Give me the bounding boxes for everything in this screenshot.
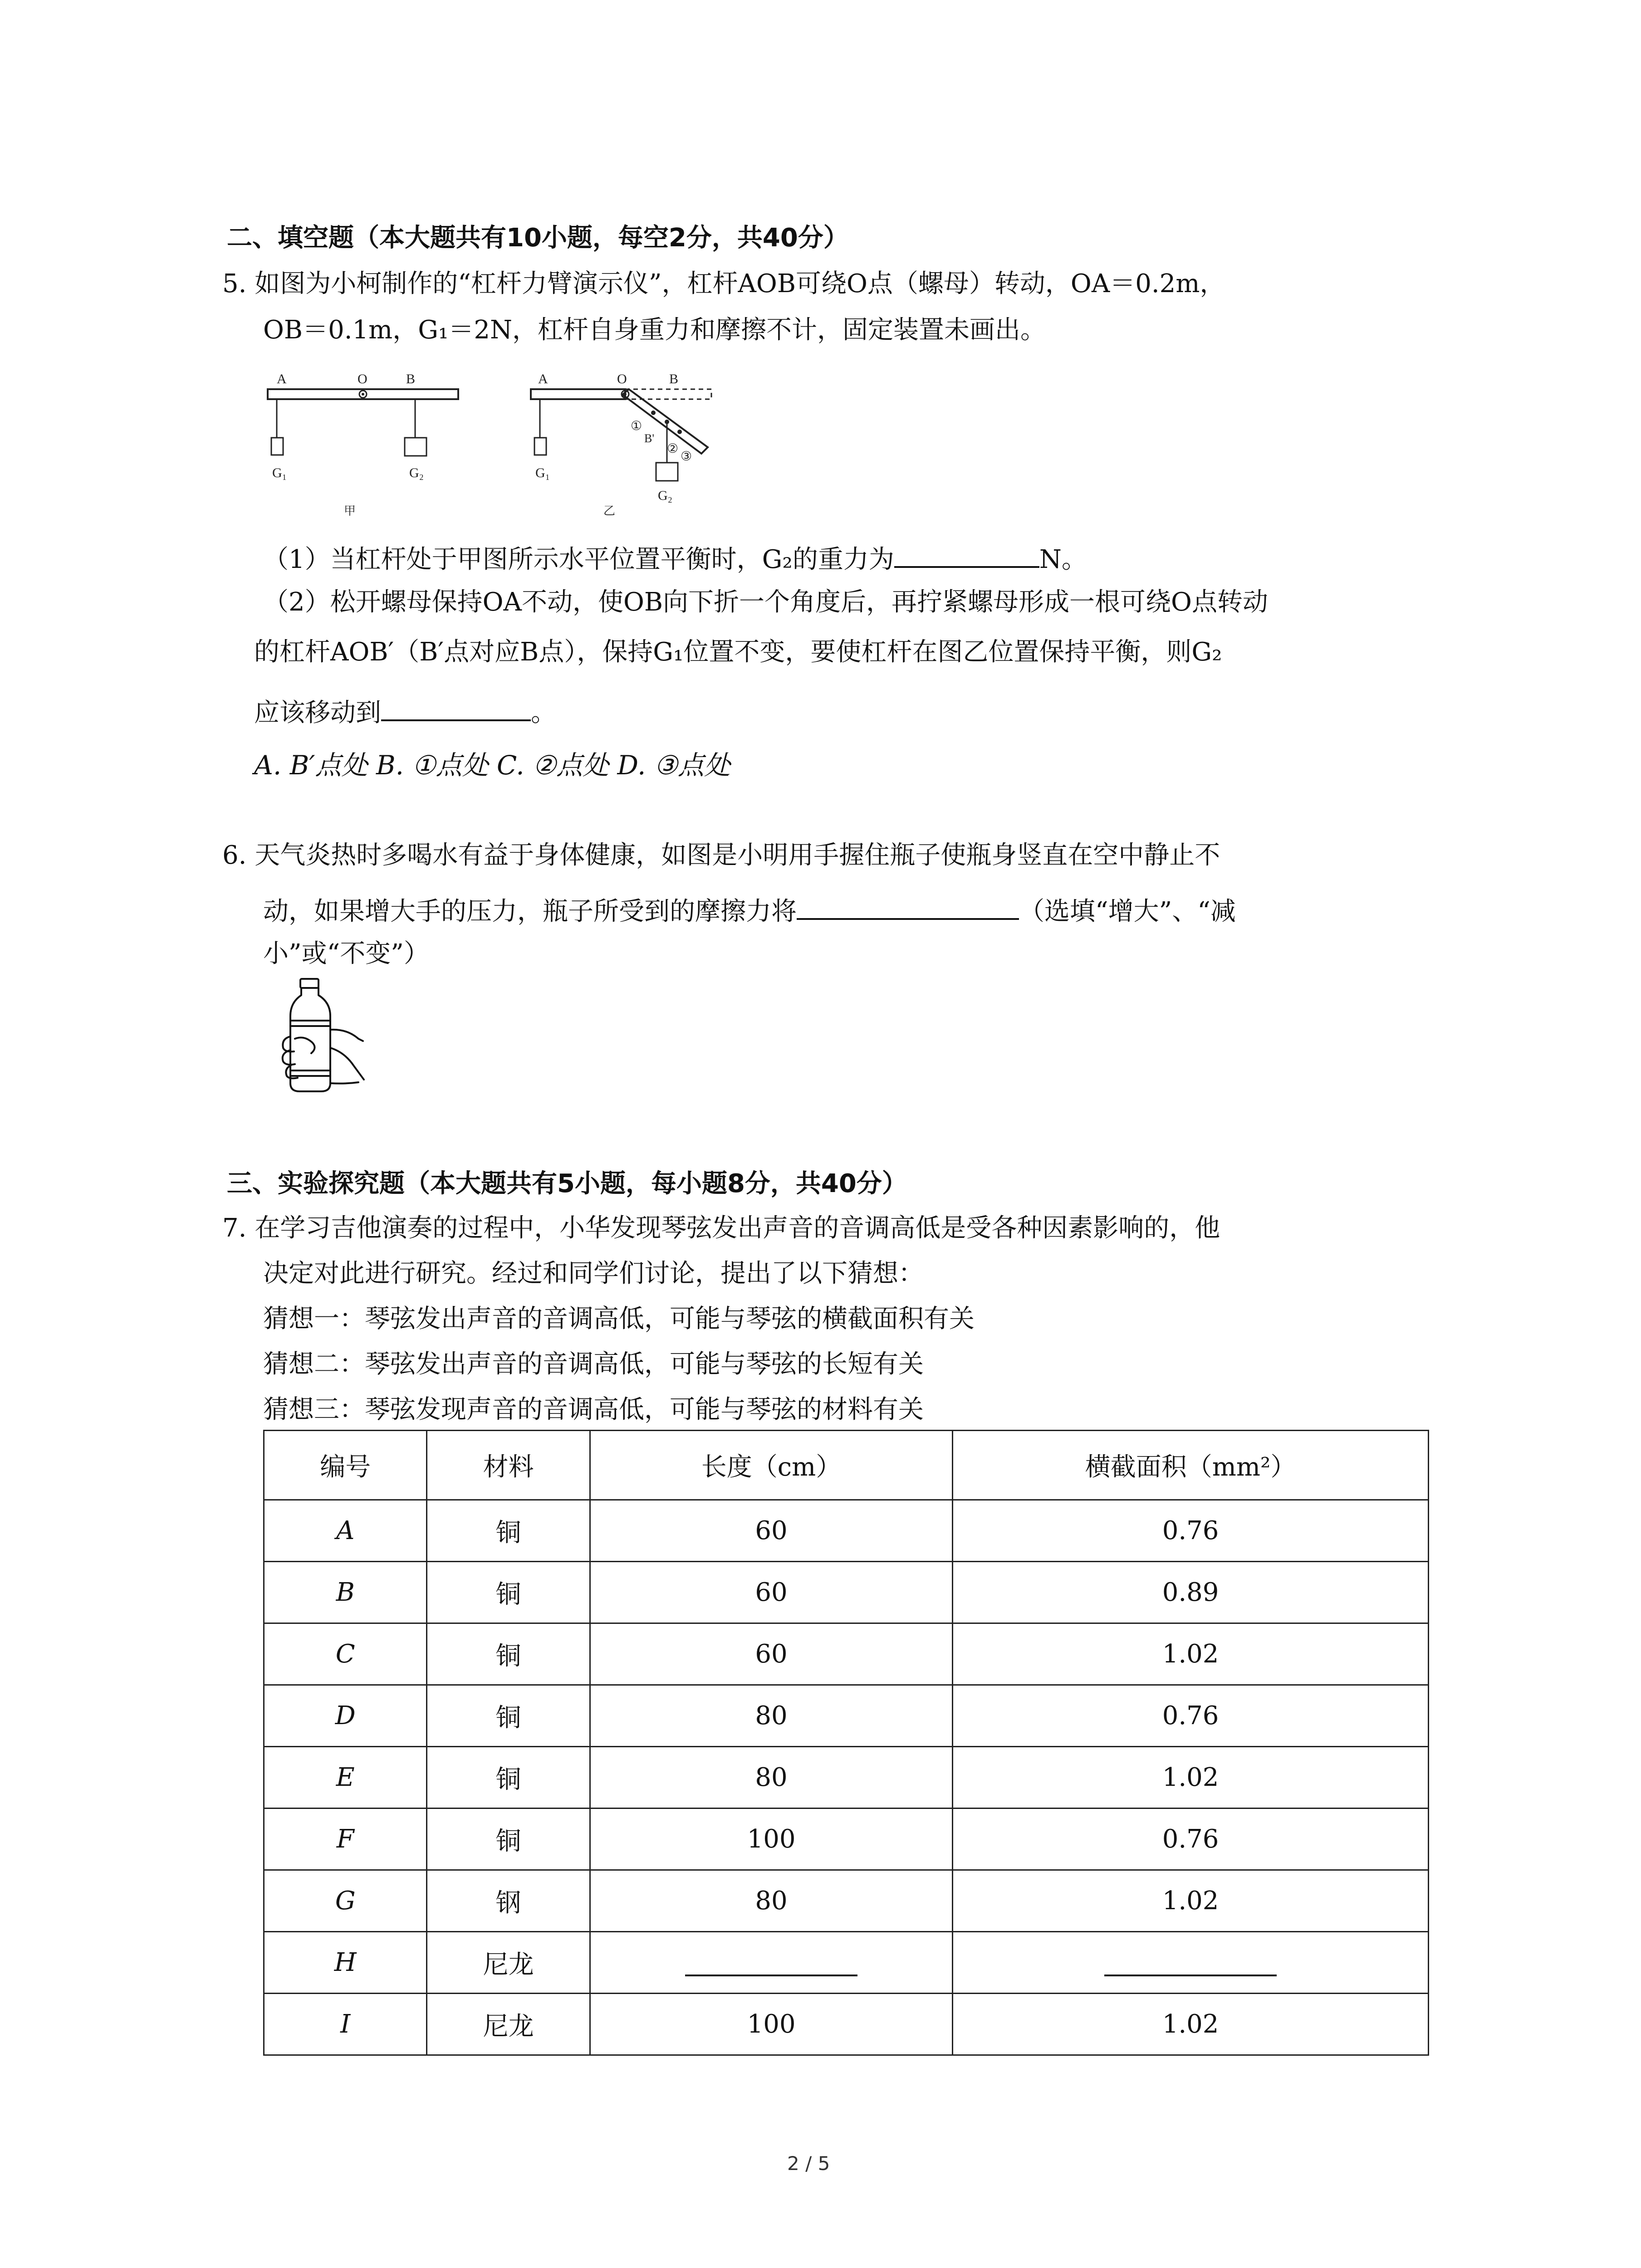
header-cell: 横截面积（mm²） xyxy=(953,1431,1429,1500)
label-o-jia: O xyxy=(358,371,367,386)
material-cell: 铜 xyxy=(427,1809,590,1870)
id-cell: H xyxy=(264,1932,427,1994)
id-cell: B xyxy=(264,1562,427,1623)
section-3-title: 三、实验探究题（本大题共有5小题，每小题8分，共40分） xyxy=(227,1169,907,1198)
q6-line2-suffix: （选填“增大”、“减 xyxy=(1019,897,1236,926)
q5-sub2-blank[interactable] xyxy=(381,694,531,721)
weight-g1-jia xyxy=(271,438,283,455)
lever-dashed-yi xyxy=(625,389,711,399)
q5-sub1-suffix: N。 xyxy=(1039,545,1087,574)
area-cell: 1.02 xyxy=(953,1870,1429,1932)
area-cell: 1.02 xyxy=(953,1747,1429,1809)
section-2-title: 二、填空题（本大题共有10小题，每空2分，共40分） xyxy=(227,223,849,253)
length-cell: 100 xyxy=(590,1809,952,1870)
q5-sub2-line2: 的杠杆AOB′（B′点对应B点），保持G₁位置不变，要使杠杆在图乙位置保持平衡，则G₂ xyxy=(254,637,1222,667)
length-cell: 80 xyxy=(590,1685,952,1747)
q6-line3: 小”或“不变”） xyxy=(263,939,429,968)
weight-g1-yi xyxy=(534,438,546,455)
table-row xyxy=(264,1870,1429,1932)
q5-sub1-blank[interactable] xyxy=(894,541,1039,568)
weight-g2-jia xyxy=(405,438,426,456)
material-cell: 钢 xyxy=(427,1870,590,1932)
table-row xyxy=(264,1747,1429,1809)
q5-options: A. B′点处 B. ①点处 C. ②点处 D. ③点处 xyxy=(254,750,730,781)
material-cell: 铜 xyxy=(427,1747,590,1809)
id-cell: E xyxy=(264,1747,427,1809)
q5-sub2-line1: （2）松开螺母保持OA不动，使OB向下折一个角度后，再拧紧螺母形成一根可绕O点转动 xyxy=(263,587,1268,617)
table-row xyxy=(264,1562,1429,1623)
id-cell: F xyxy=(264,1809,427,1870)
area-cell: 0.76 xyxy=(953,1685,1429,1747)
header-cell: 编号 xyxy=(264,1431,427,1500)
q6-line1: 6. 天气炎热时多喝水有益于身体健康，如图是小明用手握住瓶子使瓶身竖直在空中静止不 xyxy=(222,841,1220,870)
area-cell: 0.76 xyxy=(953,1809,1429,1870)
length-cell: 80 xyxy=(590,1747,952,1809)
length-cell: 60 xyxy=(590,1500,952,1562)
bottle-hand-image xyxy=(268,975,367,1098)
weight-g2-yi xyxy=(656,463,678,481)
header-cell: 材料 xyxy=(427,1431,590,1500)
label-b-yi: B xyxy=(669,371,679,386)
length-blank-cell[interactable] xyxy=(590,1932,952,1994)
material-cell: 尼龙 xyxy=(427,1994,590,2055)
label-jia: 甲 xyxy=(344,504,356,518)
label-b-jia: B xyxy=(406,371,416,386)
table-row xyxy=(264,1809,1429,1870)
q7-line1: 7. 在学习吉他演奏的过程中，小华发现琴弦发出声音的音调高低是受各种因素影响的，他 xyxy=(222,1213,1220,1243)
lever-figure xyxy=(254,358,744,522)
label-c3-yi: ③ xyxy=(681,450,692,464)
q7-guess3: 猜想三：琴弦发现声音的音调高低，可能与琴弦的材料有关 xyxy=(263,1395,924,1424)
page-number: 2 / 5 xyxy=(787,2152,830,2175)
q6-line2-prefix: 动，如果增大手的压力，瓶子所受到的摩擦力将 xyxy=(263,897,797,926)
area-cell: 1.02 xyxy=(953,1994,1429,2055)
id-cell: C xyxy=(264,1623,427,1685)
material-cell: 铜 xyxy=(427,1500,590,1562)
label-g1-jia: G₁ xyxy=(272,465,287,480)
q5-sub2-suffix: 。 xyxy=(531,698,556,728)
id-cell: A xyxy=(264,1500,427,1562)
id-cell: G xyxy=(264,1870,427,1932)
length-cell: 60 xyxy=(590,1623,952,1685)
header-cell: 长度（cm） xyxy=(590,1431,952,1500)
label-g2-jia: G₂ xyxy=(409,465,424,480)
q7-guess2: 猜想二：琴弦发出声音的音调高低，可能与琴弦的长短有关 xyxy=(263,1349,924,1379)
id-cell: I xyxy=(264,1994,427,2055)
table-row xyxy=(264,1685,1429,1747)
id-cell: D xyxy=(264,1685,427,1747)
label-a-yi: A xyxy=(538,371,548,386)
material-cell: 铜 xyxy=(427,1562,590,1623)
q7-guess1: 猜想一：琴弦发出声音的音调高低，可能与琴弦的横截面积有关 xyxy=(263,1304,975,1334)
q5-line2: OB＝0.1m，G₁＝2N，杠杆自身重力和摩擦不计，固定装置未画出。 xyxy=(263,315,1046,345)
q5-sub2-line3 xyxy=(254,694,556,726)
area-blank-cell[interactable] xyxy=(953,1932,1429,1994)
length-cell: 80 xyxy=(590,1870,952,1932)
label-g2-yi: G₂ xyxy=(658,488,673,503)
string-data-table xyxy=(263,1430,1429,2056)
q5-sub1 xyxy=(263,541,1087,572)
lever-oa-yi xyxy=(531,389,625,399)
q5-sub2-prefix: 应该移动到 xyxy=(254,698,381,728)
material-cell: 铜 xyxy=(427,1623,590,1685)
figure-yi xyxy=(531,371,711,518)
material-cell: 铜 xyxy=(427,1685,590,1747)
length-blank[interactable] xyxy=(685,1943,857,1976)
table-row xyxy=(264,1994,1429,2055)
area-blank[interactable] xyxy=(1104,1943,1277,1976)
label-c1-yi: ① xyxy=(631,419,642,433)
table-row xyxy=(264,1623,1429,1685)
area-cell: 0.76 xyxy=(953,1500,1429,1562)
table-header-row xyxy=(264,1431,1429,1500)
q6-blank[interactable] xyxy=(797,893,1019,920)
q5-sub1-prefix: （1）当杠杆处于甲图所示水平位置平衡时，G₂的重力为 xyxy=(263,545,894,574)
length-cell: 100 xyxy=(590,1994,952,2055)
label-bprime-yi: B' xyxy=(644,432,655,445)
length-cell: 60 xyxy=(590,1562,952,1623)
table-row xyxy=(264,1500,1429,1562)
label-c2-yi: ② xyxy=(667,442,679,456)
q7-line2: 决定对此进行研究。经过和同学们讨论，提出了以下猜想： xyxy=(263,1259,924,1288)
q5-line1: 5. 如图为小柯制作的“杠杆力臂演示仪”，杠杆AOB可绕O点（螺母）转动，OA＝0.2m， xyxy=(222,269,1225,298)
q6-line2 xyxy=(263,893,1236,924)
label-a-jia: A xyxy=(277,371,287,386)
material-cell: 尼龙 xyxy=(427,1932,590,1994)
label-g1-yi: G₁ xyxy=(535,465,550,480)
label-o-yi: O xyxy=(617,371,627,386)
table-row xyxy=(264,1932,1429,1994)
area-cell: 0.89 xyxy=(953,1562,1429,1623)
figure-jia xyxy=(268,371,458,518)
label-yi: 乙 xyxy=(603,504,616,518)
area-cell: 1.02 xyxy=(953,1623,1429,1685)
